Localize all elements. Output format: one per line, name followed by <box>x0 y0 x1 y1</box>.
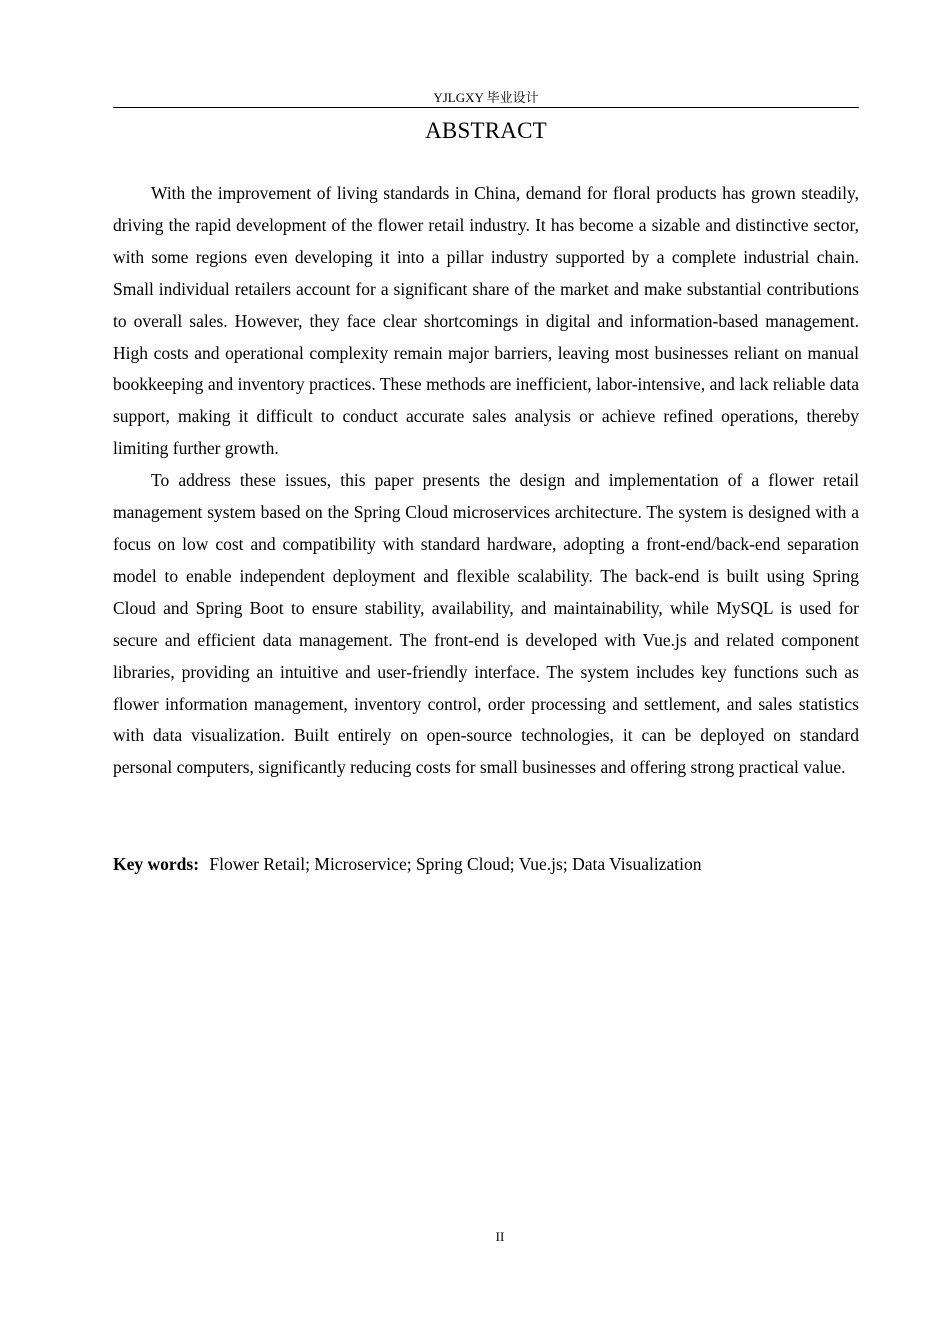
keywords-label: Key words: <box>113 854 200 874</box>
abstract-paragraph-2: To address these issues, this paper presents the design and implementation of a flower retail management system based on the Spring Cloud microservices architecture. The system is designed with a focus on low cost and compatibility with standard hardware, adopting a front-end/back-end separation model to enable independent deployment and flexible scalability. The back-end is built using Spring Cloud and Spring Boot to ensure stability, availability, and maintainability, while MySQL is used for secure and efficient data management. The front-end is developed with Vue.js and related component libraries, providing an intuitive and user-friendly interface. The system includes key functions such as flower information management, inventory control, order processing and settlement, and sales statistics with data visualization. Built entirely on open-source technologies, it can be deployed on standard personal computers, significantly reducing costs for small businesses and offering strong practical value. <box>113 470 859 778</box>
page-number: II <box>495 1229 505 1244</box>
running-header <box>113 89 859 108</box>
keywords-line <box>113 848 859 880</box>
abstract-paragraph-1: With the improvement of living standards in China, demand for floral products has grown steadily, driving the rapid development of the flower retail industry. It has become a sizable and distinctive sector, with some regions even developing it into a pillar industry supported by a complete industrial chain. Small individual retailers account for a significant share of the market and make substantial contributions to overall sales. However, they face clear shortcomings in digital and information-based management. High costs and operational complexity remain major barriers, leaving most businesses reliant on manual bookkeeping and inventory practices. These methods are inefficient, labor-intensive, and lack reliable data support, making it difficult to conduct accurate sales analysis or achieve refined operations, thereby limiting further growth. <box>113 183 859 459</box>
abstract-body <box>113 178 859 784</box>
keywords-value: Flower Retail; Microservice; Spring Cloud; Vue.js; Data Visualization <box>209 854 702 874</box>
page-title: ABSTRACT <box>425 118 547 143</box>
running-header-text: YJLGXY 毕业设计 <box>433 90 539 105</box>
